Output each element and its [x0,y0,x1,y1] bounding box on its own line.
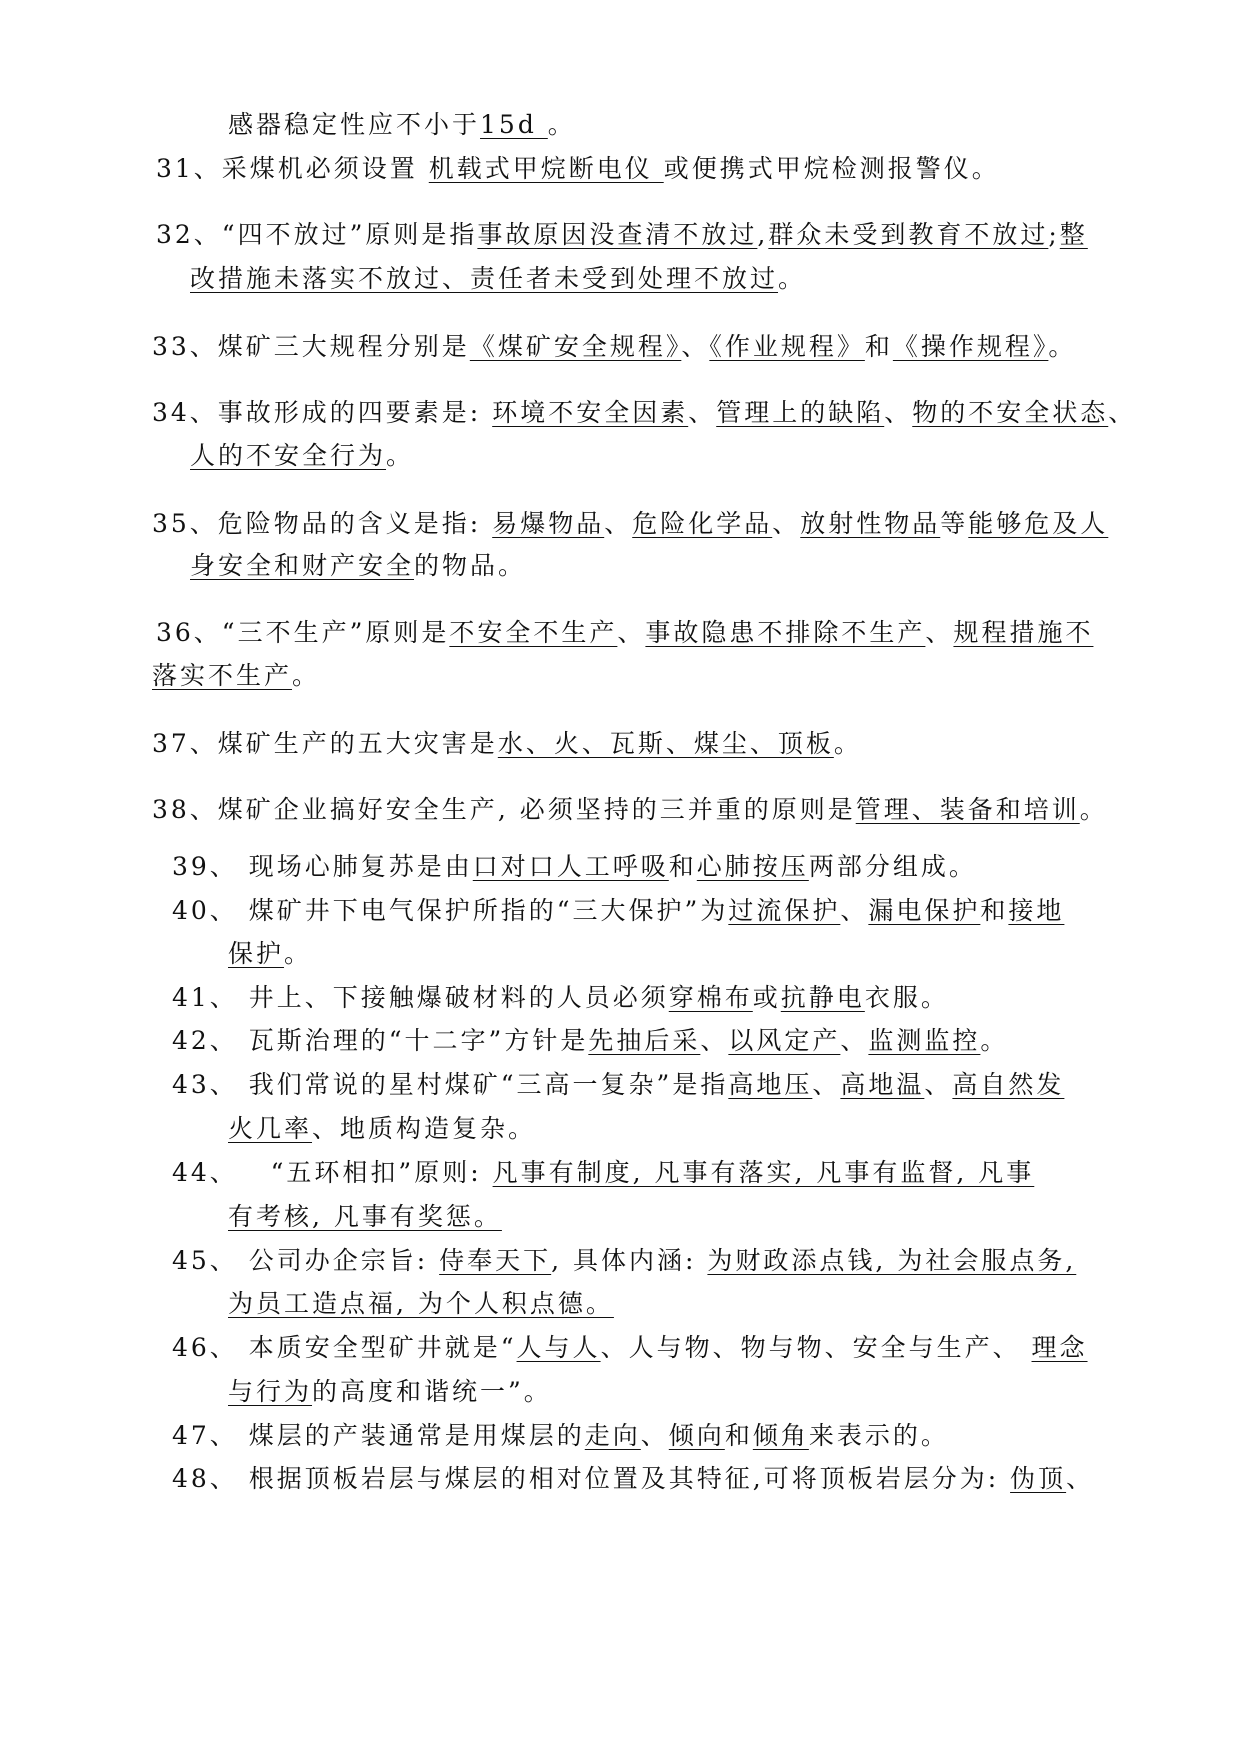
answer-underlined: 管理上的缺陷 [716,398,885,427]
question-text: 32、“四不放过”原则是指 [156,220,478,249]
question-text: 、 [812,1070,841,1099]
answer-underlined: 理念 [1031,1333,1088,1362]
question-text: , 具体内涵: [551,1246,708,1275]
answer-underlined: 物的不安全状态 [912,398,1109,427]
question-text: 和 [980,896,1009,925]
question-text: 44、 “五环相扣”原则: [172,1158,493,1187]
question-text: 。 [386,441,415,470]
question-text: 、 [640,1421,669,1450]
answer-underlined: 伪顶 [1010,1464,1067,1493]
question-text: 、 [840,896,869,925]
answer-underlined: 整 [1059,220,1088,249]
answer-underlined: 倾向 [668,1421,725,1450]
text-line [172,896,1064,926]
answer-underlined: 走向 [584,1421,641,1450]
answer-underlined: 环境不安全因素 [492,398,689,427]
question-text: 36、“三不生产”原则是 [156,618,450,647]
question-text: 。 [284,939,313,968]
text-line [190,551,526,581]
question-text: 48、 根据顶板岩层与煤层的相对位置及其特征,可将顶板岩层分为: [172,1464,1011,1493]
question-text: 和 [864,332,893,361]
question-text: , [757,220,769,249]
question-text: 或便携式甲烷检测报警仪。 [663,154,1000,183]
question-text: 来表示的。 [808,1421,949,1450]
question-text: 47、 煤层的产装通常是用煤层的 [172,1421,585,1450]
question-text: 。 [833,729,862,758]
question-text: 。 [778,264,807,293]
answer-underlined: 改措施未落实不放过、责任者未受到处理不放过 [190,264,779,293]
question-text: 35、危险物品的含义是指: [152,509,493,538]
answer-underlined: 过流保护 [728,896,841,925]
answer-underlined: 漏电保护 [868,896,981,925]
text-line [172,1246,1076,1276]
text-line [152,729,862,759]
answer-underlined: 与行为 [228,1377,313,1406]
answer-underlined: 危险化学品 [632,509,773,538]
answer-underlined: 管理、装备和培训 [855,795,1080,824]
text-line [152,795,1108,825]
answer-underlined: 高地温 [840,1070,925,1099]
question-text: 或 [752,983,781,1012]
question-text: 和 [668,852,697,881]
question-text: 、 [681,332,710,361]
answer-underlined: 《煤矿安全规程》 [469,332,682,361]
question-text: 。 [1079,795,1108,824]
answer-underlined: 群众未受到教育不放过 [768,220,1049,249]
question-text: 。 [1048,332,1077,361]
text-line [172,1158,1034,1188]
question-text: 两部分组成。 [808,852,977,881]
question-text: 。 [547,110,576,139]
question-text: 、 [884,398,913,427]
question-text: 、 [1066,1464,1095,1493]
answer-underlined: 监测监控 [868,1026,981,1055]
question-text: 、 [924,1070,953,1099]
text-line [228,1114,536,1144]
text-line [172,1070,1064,1100]
text-line [152,332,1076,362]
answer-underlined: 接地 [1008,896,1065,925]
answer-underlined: 身安全和财产安全 [190,551,415,580]
text-line [190,441,414,471]
text-line [172,1333,1088,1363]
question-text: 39、 现场心肺复苏是由 [172,852,473,881]
question-text: 、 [604,509,633,538]
answer-underlined: 先抽后采 [588,1026,701,1055]
text-line [172,1421,949,1451]
answer-underlined: 《操作规程》 [892,332,1049,361]
question-text: 的高度和谐统一”。 [312,1377,552,1406]
answer-underlined: 能够危及人 [968,509,1109,538]
answer-underlined: 高地压 [728,1070,813,1099]
answer-underlined: 凡事有制度, 凡事有落实, 凡事有监督, 凡事 [492,1158,1035,1187]
question-text: 37、煤矿生产的五大灾害是 [152,729,498,758]
question-text: 、 [1108,398,1137,427]
question-text: 感器稳定性应不小于 [228,110,481,139]
question-text: 38、煤矿企业搞好安全生产, 必须坚持的三并重的原则是 [152,795,856,824]
answer-underlined: 火几率 [228,1114,313,1143]
answer-underlined: 人与人 [516,1333,601,1362]
answer-underlined: 事故原因没查清不放过 [477,220,758,249]
question-text: 、 [772,509,801,538]
text-line [152,509,1108,539]
question-text: 、地质构造复杂。 [312,1114,537,1143]
question-text: 等 [940,509,969,538]
question-text: 、人与物、物与物、安全与生产、 [600,1333,1032,1362]
text-line [228,1289,614,1319]
question-text: 42、 瓦斯治理的“十二字”方针是 [172,1026,589,1055]
question-text: 45、 公司办企宗旨: [172,1246,440,1275]
answer-underlined: 保护 [228,939,285,968]
answer-underlined: 事故隐患不排除不生产 [645,618,926,647]
question-text: ; [1048,220,1060,249]
answer-underlined: 高自然发 [952,1070,1065,1099]
text-line [156,618,1093,648]
answer-underlined: 《作业规程》 [709,332,865,361]
question-text: 、 [617,618,646,647]
text-line [152,398,1136,428]
answer-underlined: 有考核, 凡事有奖惩。 [228,1202,502,1231]
text-line [156,220,1088,250]
question-text: 34、事故形成的四要素是: [152,398,493,427]
question-text: 。 [980,1026,1009,1055]
text-line [172,1464,1094,1494]
question-text: 、 [840,1026,869,1055]
text-line [172,852,977,882]
answer-underlined: 口对口人工呼吸 [472,852,669,881]
answer-underlined: 侍奉天下 [439,1246,552,1275]
answer-underlined: 人的不安全行为 [190,441,387,470]
question-text: 46、 本质安全型矿井就是“ [172,1333,517,1362]
answer-underlined: 易爆物品 [492,509,605,538]
question-text: 。 [292,661,321,690]
question-text: 40、 煤矿井下电气保护所指的“三大保护”为 [172,896,729,925]
answer-underlined: 心肺按压 [696,852,809,881]
text-line [172,983,949,1013]
answer-underlined: 不安全不生产 [449,618,618,647]
text-line [190,264,806,294]
answer-underlined: 穿棉布 [668,983,753,1012]
answer-underlined: 规程措施不 [953,618,1094,647]
question-text: 、 [688,398,717,427]
text-line [228,939,312,969]
answer-underlined: 放射性物品 [800,509,941,538]
question-text: 和 [724,1421,753,1450]
question-text: 、 [700,1026,729,1055]
text-line [152,661,320,691]
question-text: 、 [925,618,954,647]
answer-underlined: 为员工造点福, 为个人积点德。 [228,1289,614,1318]
text-line [228,1202,502,1232]
question-text: 31、采煤机必须设置 [156,154,429,183]
answer-underlined: 抗静电 [780,983,865,1012]
text-line [172,1026,1008,1056]
text-line [228,1377,552,1407]
question-text: 的物品。 [414,551,527,580]
answer-underlined: 15d [480,110,548,139]
text-line [228,110,576,140]
answer-underlined: 落实不生产 [152,661,293,690]
question-text: 33、煤矿三大规程分别是 [152,332,470,361]
question-text: 41、 井上、下接触爆破材料的人员必须 [172,983,669,1012]
answer-underlined: 水、火、瓦斯、煤尘、顶板 [497,729,834,758]
answer-underlined: 机载式甲烷断电仪 [428,154,664,183]
answer-underlined: 以风定产 [728,1026,841,1055]
text-line [156,154,1000,184]
question-text: 衣服。 [864,983,949,1012]
question-text: 43、 我们常说的星村煤矿“三高一复杂”是指 [172,1070,729,1099]
answer-underlined: 倾角 [752,1421,809,1450]
answer-underlined: 为财政添点钱, 为社会服点务, [707,1246,1077,1275]
